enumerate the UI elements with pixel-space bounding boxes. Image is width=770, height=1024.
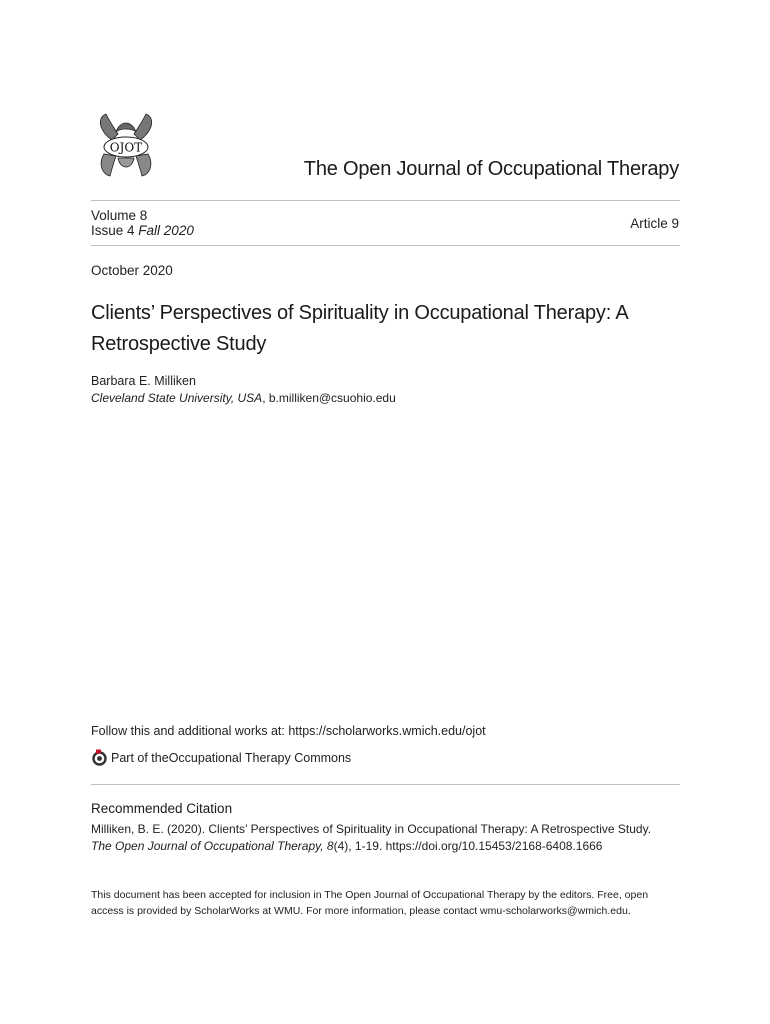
- commons-line: [91, 749, 351, 766]
- citation-issue-pages: (4), 1-19.: [333, 839, 386, 853]
- publication-date: October 2020: [91, 263, 173, 278]
- recommended-citation-heading: Recommended Citation: [91, 801, 233, 816]
- logo-text: OJOT: [109, 140, 143, 155]
- volume-issue: [91, 208, 194, 238]
- divider: [91, 784, 680, 785]
- part-of-prefix: Part of the: [111, 750, 169, 765]
- ojot-logo: [90, 110, 162, 180]
- doi-link[interactable]: https://doi.org/10.15453/2168-6408.1666: [385, 839, 603, 853]
- author-email[interactable]: , b.milliken@csuohio.edu: [262, 391, 396, 405]
- citation-line-1: Milliken, B. E. (2020). Clients’ Perspectives of Spirituality in Occupational Therapy: A Retrospective Study.: [91, 822, 652, 836]
- follow-link[interactable]: https://scholarworks.wmich.edu/ojot: [288, 724, 486, 738]
- author-name[interactable]: Barbara E. Milliken: [91, 374, 196, 388]
- commons-link[interactable]: Occupational Therapy Commons: [168, 750, 352, 765]
- follow-prefix: Follow this and additional works at:: [91, 724, 289, 738]
- volume-label[interactable]: Volume 8: [91, 208, 148, 223]
- institution: Cleveland State University, USA: [91, 391, 263, 405]
- issue-line[interactable]: [91, 223, 194, 238]
- follow-line: [91, 724, 486, 738]
- article-title[interactable]: Clients’ Perspectives of Spirituality in Occupational Therapy: A Retrospective Study: [91, 302, 628, 355]
- issue-label: Issue 4: [91, 223, 135, 238]
- article-number: Article 9: [630, 216, 679, 231]
- citation-line-2: [91, 838, 691, 855]
- issue-term: Fall 2020: [138, 223, 194, 238]
- divider: [91, 200, 680, 201]
- citation-journal: The Open Journal of Occupational Therapy, 8: [91, 839, 334, 853]
- citation-text: [91, 821, 691, 855]
- footer-note: This document has been accepted for inclusion in The Open Journal of Occupational Therapy by the editors. Free, open access is provided by ScholarWorks at WMU. For more information, please contact wmu-scholarworks@wmich.edu.: [91, 889, 649, 917]
- divider: [91, 245, 680, 246]
- author-affiliation: [91, 391, 396, 405]
- open-access-icon: [91, 749, 108, 766]
- journal-title[interactable]: The Open Journal of Occupational Therapy: [303, 158, 679, 180]
